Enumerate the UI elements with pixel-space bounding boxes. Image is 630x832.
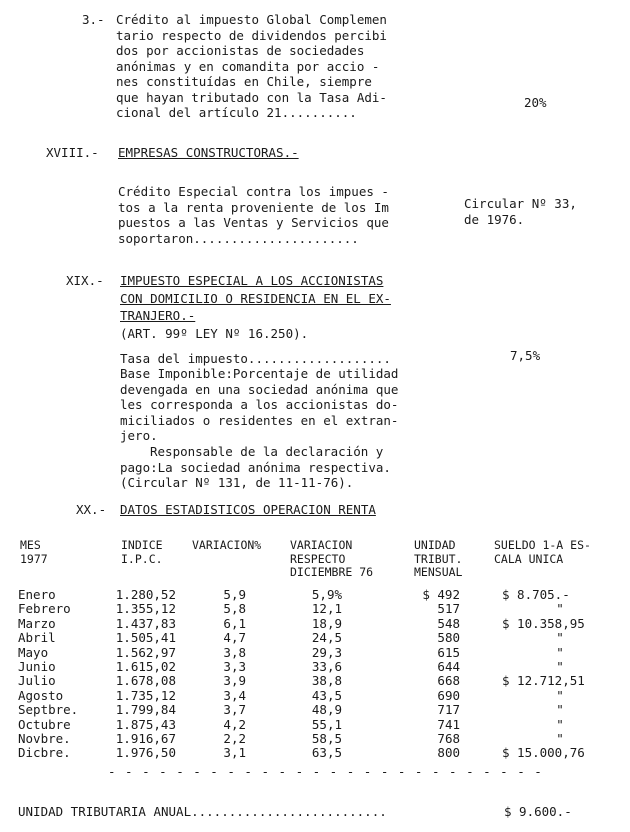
cell-sueldo: $ 15.000,76 xyxy=(502,745,585,761)
cell-utm: 517 xyxy=(437,601,460,617)
section-xix-number: XIX.- xyxy=(66,273,104,288)
cell-var: 4,7 xyxy=(223,630,246,646)
cell-var: 3,4 xyxy=(223,687,246,703)
reference-line: Circular Nº 33, xyxy=(464,196,577,211)
cell-resp: 33,6 xyxy=(311,659,342,674)
cell-sueldo: $ 12.712,51 xyxy=(502,673,585,689)
cell-mes: Julio xyxy=(18,673,56,689)
cell-sueldo: " xyxy=(556,659,564,674)
cell-ipc: 1.916,67 xyxy=(115,731,176,746)
cell-ipc: 1.875,43 xyxy=(115,716,176,732)
title-line: TRANJERO.- xyxy=(120,308,196,323)
section-xx-title: DATOS ESTADISTICOS OPERACION RENTA xyxy=(120,502,376,517)
title-line: IMPUESTO ESPECIAL A LOS ACCIONISTAS xyxy=(120,273,384,288)
cell-resp: 24,5 xyxy=(311,630,342,646)
cell-sueldo: " xyxy=(556,630,564,646)
text-line: soportaron...................... xyxy=(118,230,359,246)
cell-mes: Marzo xyxy=(18,615,56,631)
text-line: miciliados o residentes en el extran- xyxy=(120,412,399,428)
cell-resp: 18,9 xyxy=(311,615,342,631)
header-sueldo: SUELDO 1-A ES- CALA UNICA xyxy=(494,538,591,566)
cell-sueldo: " xyxy=(556,601,564,617)
cell-mes: Abril xyxy=(18,630,56,646)
cell-ipc: 1.437,83 xyxy=(115,615,176,631)
cell-mes: Enero xyxy=(18,587,56,602)
cell-sueldo: " xyxy=(556,702,564,718)
cell-ipc: 1.799,84 xyxy=(115,702,176,718)
text-line: Responsable de la declaración y xyxy=(150,444,384,459)
cell-resp: 48,9 xyxy=(311,702,342,718)
annual-tax-unit-label: UNIDAD TRIBUTARIA ANUAL.......................... xyxy=(18,804,387,819)
cell-utm: 741 xyxy=(437,716,460,732)
cell-var: 6,1 xyxy=(223,615,246,631)
text-line: que hayan tributado con la Tasa Adi- xyxy=(116,89,387,105)
cell-ipc: 1.615,02 xyxy=(115,659,176,674)
cell-mes: Junio xyxy=(18,659,56,674)
annual-tax-unit-value: $ 9.600.- xyxy=(504,804,572,819)
cell-var: 3,9 xyxy=(223,673,246,689)
cell-mes: Dicbre. xyxy=(18,745,71,761)
cell-mes: Febrero xyxy=(18,601,71,617)
cell-utm: 615 xyxy=(437,644,460,660)
text-line: Crédito al impuesto Global Complemen xyxy=(116,12,387,27)
cell-utm: 690 xyxy=(437,687,460,703)
cell-utm: 580 xyxy=(437,630,460,646)
text-line: les corresponda a los accionistas do- xyxy=(120,397,399,412)
cell-sueldo: " xyxy=(556,687,564,703)
text-line: (Circular Nº 131, de 11-11-76). xyxy=(120,475,354,490)
cell-ipc: 1.735,12 xyxy=(115,687,176,703)
cell-sueldo: $ 8.705.- xyxy=(502,587,570,602)
cell-resp: 58,5 xyxy=(311,731,342,746)
cell-var: 3,7 xyxy=(223,702,246,718)
header-variacion: VARIACION% xyxy=(192,538,262,552)
cell-ipc: 1.976,50 xyxy=(115,745,176,761)
item-3-rate: 20% xyxy=(524,95,547,110)
title-line: (ART. 99º LEY Nº 16.250). xyxy=(120,325,309,341)
text-line: nes constituídas en Chile, siempre xyxy=(116,74,372,89)
cell-mes: Agosto xyxy=(18,687,64,703)
cell-mes: Novbre. xyxy=(18,731,71,746)
cell-sueldo: " xyxy=(556,644,564,660)
text-line: Base Imponible:Porcentaje de utilidad xyxy=(120,366,399,381)
section-xix-tasa: Tasa del impuesto................... xyxy=(120,351,391,366)
cell-sueldo: $ 10.358,95 xyxy=(502,615,585,631)
text-line: cional del artículo 21.......... xyxy=(116,105,357,120)
cell-resp: 12,1 xyxy=(311,601,342,617)
cell-mes: Octubre xyxy=(18,716,71,732)
cell-resp: 43,5 xyxy=(311,687,342,703)
cell-resp: 5,9% xyxy=(311,587,342,602)
item-3-number: 3.- xyxy=(82,12,105,27)
cell-resp: 29,3 xyxy=(311,644,342,660)
table-end-dashes: - - - - - - - - - - - - - - - - - - - - - - - - - - xyxy=(108,764,543,779)
cell-ipc: 1.678,08 xyxy=(115,673,176,689)
cell-var: 5,9 xyxy=(223,587,246,602)
title-line: CON DOMICILIO O RESIDENCIA EN EL EX- xyxy=(120,290,391,306)
cell-var: 2,2 xyxy=(223,731,246,746)
cell-sueldo: " xyxy=(556,731,564,746)
cell-mes: Mayo xyxy=(18,644,49,660)
cell-var: 3,3 xyxy=(223,659,246,674)
cell-sueldo: " xyxy=(556,716,564,732)
cell-ipc: 1.505,41 xyxy=(115,630,176,646)
cell-resp: 63,5 xyxy=(311,745,342,761)
cell-utm: 548 xyxy=(437,615,460,631)
cell-ipc: 1.280,52 xyxy=(115,587,176,602)
text-line: tos a la renta proveniente de los Im xyxy=(118,199,389,215)
section-xviii-number: XVIII.- xyxy=(46,145,99,160)
reference-line: de 1976. xyxy=(464,211,525,227)
text-line: puestos a las Ventas y Servicios que xyxy=(118,215,389,230)
header-utm: UNIDAD TRIBUT. MENSUAL xyxy=(414,538,463,579)
header-variacion-respecto: VARIACION RESPECTO DICIEMBRE 76 xyxy=(290,538,374,579)
section-xviii-title: EMPRESAS CONSTRUCTORAS.- xyxy=(118,145,299,160)
cell-var: 3,1 xyxy=(223,745,246,761)
header-mes: MES 1977 xyxy=(20,538,48,566)
section-xx-number: XX.- xyxy=(76,502,107,517)
cell-utm: 644 xyxy=(437,659,460,674)
cell-resp: 38,8 xyxy=(311,673,342,689)
cell-utm: 768 xyxy=(437,731,460,746)
section-xix-rate: 7,5% xyxy=(510,348,541,363)
text-line: tario respecto de dividendos percibi xyxy=(116,27,387,43)
text-line: jero. xyxy=(120,428,158,443)
cell-var: 4,2 xyxy=(223,716,246,732)
text-line: anónimas y en comandita por accio - xyxy=(116,58,380,74)
text-line: pago:La sociedad anónima respectiva. xyxy=(120,459,391,475)
text-line: dos por accionistas de sociedades xyxy=(116,43,365,58)
cell-ipc: 1.562,97 xyxy=(115,644,176,660)
header-ipc: INDICE I.P.C. xyxy=(121,538,163,566)
text-line: Crédito Especial contra los impues - xyxy=(118,184,389,199)
cell-ipc: 1.355,12 xyxy=(115,601,176,617)
cell-var: 3,8 xyxy=(223,644,246,660)
cell-resp: 55,1 xyxy=(311,716,342,732)
text-line: devengada en una sociedad anónima que xyxy=(120,381,399,397)
cell-utm: 800 xyxy=(437,745,460,761)
cell-mes: Septbre. xyxy=(18,702,79,718)
cell-utm: $ 492 xyxy=(422,587,460,602)
cell-var: 5,8 xyxy=(223,601,246,617)
cell-utm: 668 xyxy=(437,673,460,689)
cell-utm: 717 xyxy=(437,702,460,718)
